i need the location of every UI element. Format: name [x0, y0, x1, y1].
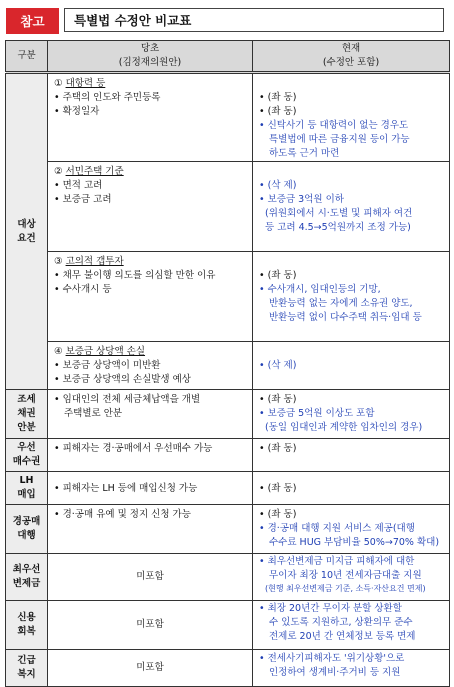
current-cell: • (좌 동) • 수사개시, 임대인등의 기망, 반환능력 없는 자에게 소유권 양도, 반환능력 없이 다수주택 취득·임대 등 — [253, 252, 450, 342]
category-welfare: 긴급 복지 — [6, 650, 48, 687]
table-row — [6, 505, 450, 554]
original-cell: ① 대항력 등 • 주택의 인도와 주민등록 • 확정일자 — [48, 73, 253, 162]
current-cell: • 최우선변제금 미지급 피해자에 대한 무이자 최장 10년 전세자금대출 지원 (현행 최우선변제금 기준, 소득·자산요건 면제) — [253, 554, 450, 601]
current-cell: • (좌 동) • 보증금 5억원 이상도 포함 (동일 임대인과 계약한 임차인의 경우) — [253, 390, 450, 439]
table-row — [6, 439, 450, 472]
original-cell: • 경·공매 유예 및 정지 신청 가능 — [48, 505, 253, 554]
current-cell: • (좌 동) • 경·공매 대행 지원 서비스 제공(대행 수수료 HUG 부담비율 50%→70% 확대) — [253, 505, 450, 554]
section-title: ② 서민주택 기준 — [54, 166, 124, 177]
category-auction: 경공매 대행 — [6, 505, 48, 554]
reference-badge: 참고 — [6, 8, 59, 34]
section-title: ④ 보증금 상당액 손실 — [54, 346, 146, 357]
current-cell: • (좌 동) — [253, 472, 450, 505]
table-row — [6, 650, 450, 687]
table-header-row — [6, 41, 450, 73]
original-cell: 미포함 — [48, 601, 253, 650]
page-header — [6, 8, 444, 34]
original-cell: ② 서민주택 기준 • 면적 고려 • 보증금 고려 — [48, 162, 253, 252]
table-row — [6, 162, 450, 252]
comparison-table — [5, 40, 450, 687]
section-title: ① 대항력 등 — [54, 78, 106, 89]
section-title: ③ 고의적 갭투자 — [54, 256, 124, 267]
table-row — [6, 601, 450, 650]
column-header-original: 당초 (김정재의원안) — [48, 41, 253, 73]
current-cell: • 최장 20년간 무이자 분할 상환할 수 있도록 지원하고, 상환의무 준수 전제로 20년 간 연체정보 등록 면제 — [253, 601, 450, 650]
category-tax: 조세 채권 안분 — [6, 390, 48, 439]
table-row — [6, 73, 450, 162]
category-target: 대상 요건 — [6, 73, 48, 390]
original-cell: ③ 고의적 갭투자 • 채무 불이행 의도를 의심할 만한 이유 • 수사개시 등 — [48, 252, 253, 342]
current-cell: • (삭 제) • 보증금 3억원 이하 (위원회에서 시·도별 및 피해자 여건 등 고려 4.5→5억원까지 조정 가능) — [253, 162, 450, 252]
current-cell: • (삭 제) — [253, 342, 450, 390]
original-cell: 미포함 — [48, 554, 253, 601]
category-credit: 신용 회복 — [6, 601, 48, 650]
column-header-current: 현재 (수정안 포함) — [253, 41, 450, 73]
page-title: 특별법 수정안 비교표 — [64, 8, 444, 32]
category-lh: LH 매입 — [6, 472, 48, 505]
table-row — [6, 390, 450, 439]
original-cell: 미포함 — [48, 650, 253, 687]
category-repayment: 최우선 변제금 — [6, 554, 48, 601]
original-cell: • 임대인의 전체 세금체납액을 개별 주택별로 안분 — [48, 390, 253, 439]
table-row — [6, 472, 450, 505]
current-cell: • 전세사기피해자도 '위기상황'으로 인정하여 생계비·주거비 등 지원 — [253, 650, 450, 687]
current-cell: • (좌 동) • (좌 동) • 신탁사기 등 대항력이 없는 경우도 특별법에 따른 금융지원 등이 가능 하도록 근거 마련 — [253, 73, 450, 162]
original-cell: • 피해자는 LH 등에 매입신청 가능 — [48, 472, 253, 505]
table-row — [6, 554, 450, 601]
column-header-category: 구분 — [6, 41, 48, 73]
current-cell: • (좌 동) — [253, 439, 450, 472]
category-priority: 우선 매수권 — [6, 439, 48, 472]
table-row — [6, 342, 450, 390]
original-cell: ④ 보증금 상당액 손실 • 보증금 상당액이 미반환 • 보증금 상당액의 손실발생 예상 — [48, 342, 253, 390]
table-row — [6, 252, 450, 342]
original-cell: • 피해자는 경·공매에서 우선매수 가능 — [48, 439, 253, 472]
